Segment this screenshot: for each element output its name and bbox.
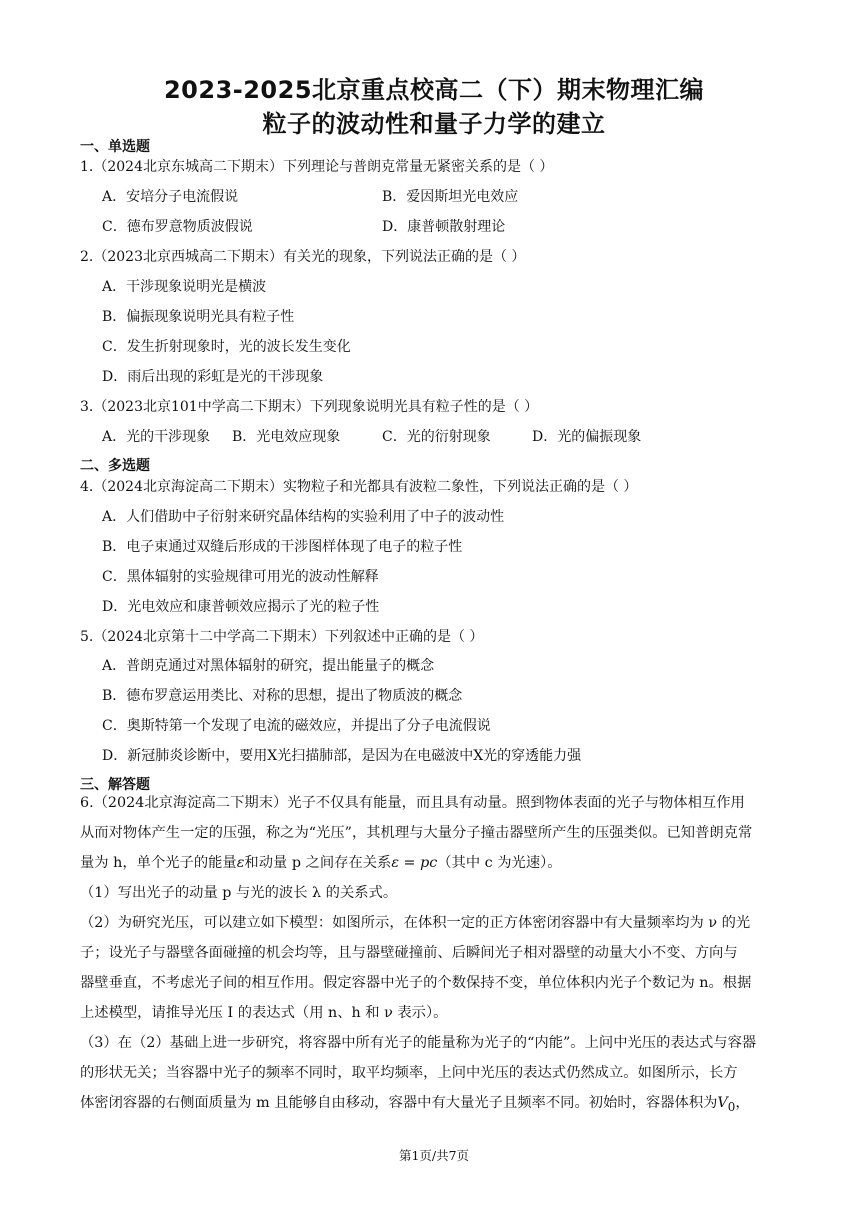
section-heading-problem-solving: 三、解答题 (80, 777, 150, 793)
question-3-option-d: D．光的偏振现象 (532, 429, 642, 445)
question-5-option-a: A．普朗克通过对黑体辐射的研究，提出能量子的概念 (102, 658, 435, 674)
section-heading-single-choice: 一、单选题 (80, 139, 150, 155)
question-6-part-3-line-2: 的形状无关；当容器中光子的频率不同时，取平均频率，上问中光压的表达式仍然成立。如图所示，长方 (80, 1065, 738, 1081)
question-3-stem: 3.（2023北京101中学高二下期末）下列现象说明光具有粒子性的是（ ） (80, 399, 539, 415)
question-5-option-d: D．新冠肺炎诊断中，要用X光扫描肺部，是因为在电磁波中X光的穿透能力强 (102, 748, 582, 764)
question-2-option-c: C．发生折射现象时，光的波长发生变化 (102, 339, 351, 355)
question-4-option-d: D．光电效应和康普顿效应揭示了光的粒子性 (102, 599, 380, 615)
question-6-intro-text-a: 量为 h，单个光子的能量 (80, 855, 237, 871)
question-6-part-2-line-4: 上述模型，请推导光压 I 的表达式（用 n、h 和 ν 表示）。 (80, 1005, 448, 1021)
question-1-stem: 1.（2024北京东城高二下期末）下列理论与普朗克常量无紧密关系的是（ ） (80, 159, 554, 175)
question-4-option-b: B．电子束通过双缝后形成的干涉图样体现了电子的粒子性 (102, 539, 463, 555)
question-2-option-d: D．雨后出现的彩虹是光的干涉现象 (102, 369, 324, 385)
question-1-option-c: C．德布罗意物质波假说 (102, 219, 253, 235)
question-6-part-3-line-1: （3）在（2）基础上进一步研究，将容器中所有光子的能量称为光子的“内能”。上问中光压的表达式与容器 (80, 1035, 757, 1051)
question-6-part-3-line-3 (80, 1088, 792, 1122)
question-6-intro-line-2: 从而对物体产生一定的压强，称之为“光压”，其机理与大量分子撞击器壁所产生的压强类似。已知普朗克常 (80, 825, 753, 841)
initial-volume-subscript: 0 (727, 1099, 736, 1114)
question-1-option-d: D．康普顿散射理论 (382, 219, 506, 235)
question-2-option-b: B．偏振现象说明光具有粒子性 (102, 309, 295, 325)
question-6-part-2-line-2: 子；设光子与器壁各面碰撞的机会均等，且与器壁碰撞前、后瞬间光子相对器壁的动量大小不变、方向与 (80, 945, 738, 961)
document-title: 2023-2025北京重点校高二（下）期末物理汇编 (163, 76, 705, 104)
question-6-part-2-line-3: 器壁垂直，不考虑光子间的相互作用。假定容器中光子的个数保持不变，单位体积内光子个数记为 n。根据 (80, 975, 752, 991)
question-4-option-c: C．黑体辐射的实验规律可用光的波动性解释 (102, 569, 379, 585)
question-5-option-b: B．德布罗意运用类比、对称的思想，提出了物质波的概念 (102, 688, 463, 704)
question-2-option-a: A．干涉现象说明光是横波 (102, 279, 267, 295)
question-4-option-a: A．人们借助中子衍射来研究晶体结构的实验利用了中子的波动性 (102, 509, 505, 525)
energy-momentum-formula: ε = pc (391, 855, 438, 871)
question-2-stem: 2.（2023北京西城高二下期末）有关光的现象，下列说法正确的是（ ） (80, 249, 526, 265)
energy-symbol: ε (236, 855, 245, 871)
question-4-stem: 4.（2024北京海淀高二下期末）实物粒子和光都具有波粒二象性，下列说法正确的是（ ） (80, 479, 638, 495)
question-3-option-b: B．光电效应现象 (232, 429, 341, 445)
question-3-option-c: C．光的衍射现象 (382, 429, 491, 445)
section-heading-multiple-choice: 二、多选题 (80, 458, 150, 474)
question-6-part-3-end: ， (735, 1095, 750, 1111)
question-5-option-c: C．奥斯特第一个发现了电流的磁效应，并提出了分子电流假说 (102, 718, 491, 734)
question-6-intro-text-c: （其中 c 为光速）。 (437, 855, 562, 871)
question-6-part-2-line-1: （2）为研究光压，可以建立如下模型：如图所示，在体积一定的正方体密闭容器中有大量频率均为 ν 的光 (80, 915, 751, 931)
question-6-intro-text-b: 和动量 p 之间存在关系 (244, 855, 392, 871)
question-1-option-a: A．安培分子电流假说 (102, 189, 239, 205)
question-6-intro-line-3 (80, 848, 792, 878)
initial-volume-symbol: V (717, 1095, 728, 1111)
question-6-intro-line-1: 6.（2024北京海淀高二下期末）光子不仅具有能量，而且具有动量。照到物体表面的光子与物体相互作用 (80, 795, 745, 811)
question-6-part-1: （1）写出光子的动量 p 与光的波长 λ 的关系式。 (80, 885, 398, 901)
document-subtitle: 粒子的波动性和量子力学的建立 (262, 110, 606, 138)
question-5-stem: 5.（2024北京第十二中学高二下期末）下列叙述中正确的是（ ） (80, 629, 484, 645)
question-1-option-b: B．爱因斯坦光电效应 (382, 189, 519, 205)
question-6-part-3-text: 体密闭容器的右侧面质量为 m 且能够自由移动，容器中有大量光子且频率不同。初始时，容器体积为 (80, 1095, 718, 1111)
page-number-footer: 第1页/共7页 (398, 1148, 470, 1163)
question-6-body (80, 788, 792, 1122)
question-3-option-a: A．光的干涉现象 (102, 429, 211, 445)
